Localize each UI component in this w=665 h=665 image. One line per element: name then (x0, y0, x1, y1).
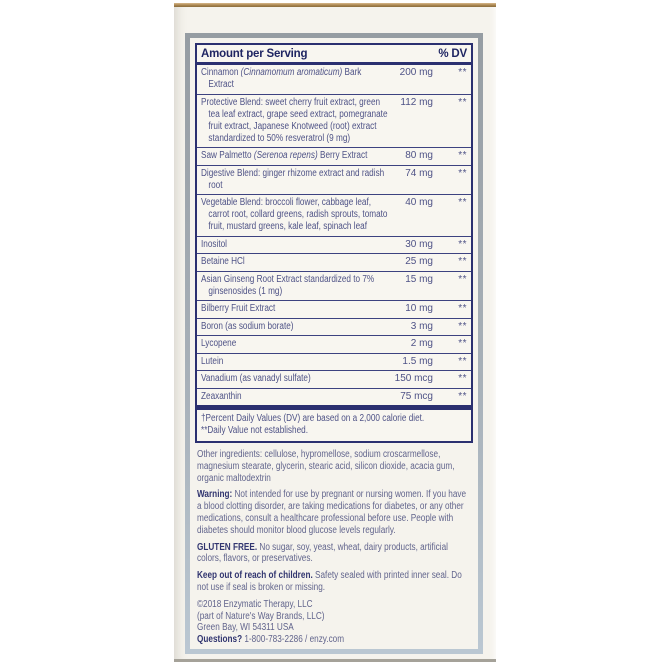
ingredient-amount: 15 mg (405, 273, 433, 285)
label-gray-frame (185, 33, 483, 654)
ingredient-amount: 200 mg (399, 67, 433, 78)
contact-info: 1-800-783-2286 / enzy.com (242, 634, 345, 646)
ingredient-dv: ** (458, 96, 467, 108)
ingredient-amount: 10 mg (405, 303, 433, 314)
table-row (197, 353, 471, 371)
ingredient-name: Betaine HCl (201, 256, 245, 267)
ingredient-dv: ** (458, 197, 467, 208)
ingredient-name: Saw Palmetto (Serenoa repens) Berry Extract (201, 150, 368, 161)
ingredient-name: Inositol (201, 238, 227, 250)
ingredient-amount: 30 mg (405, 238, 433, 250)
ingredient-name: Bilberry Fruit Extract (201, 303, 276, 314)
ingredient-name: Lutein (201, 355, 224, 367)
ingredient-dv: ** (458, 273, 467, 285)
ingredient-amount: 150 mcg (394, 373, 433, 384)
ingredient-name: Vegetable Blend: broccoli flower, cabbage leaf, carrot root, collard greens, radish sprouts, tomato fruit, mustard greens, kale leaf, spinach leaf (201, 197, 388, 232)
ingredient-dv: ** (458, 256, 467, 267)
facts-rows (197, 65, 471, 405)
label-paragraph: Keep out of reach of children. Safety sealed with printed inner seal. Do not use if seal is broken or missing. (197, 570, 462, 593)
address-line: Green Bay, WI 54311 USA (197, 622, 294, 634)
table-row (197, 65, 471, 94)
ingredient-dv: ** (458, 320, 467, 332)
ingredient-dv: ** (458, 303, 467, 314)
table-row (197, 388, 471, 406)
table-row (197, 253, 471, 271)
label-paragraph: Warning: Not intended for use by pregnant or nursing women. If you have a blood clotting disorder, are taking medications for diabetes, or any other medications, consult a healthcare professional before use. People with diabetes should monitor blood glucose levels regularly. (197, 489, 467, 536)
ingredient-dv: ** (458, 67, 467, 78)
ingredient-name: Asian Ginseng Root Extract standardized to 7% ginsenosides (1 mg) (201, 273, 375, 297)
footnote-daily-values: †Percent Daily Values (DV) are based on a 2,000 calorie diet. (201, 413, 425, 424)
ingredient-name: Lycopene (201, 338, 237, 349)
ingredient-name: Digestive Blend: ginger rhizome extract and radish root (201, 167, 385, 191)
ingredient-amount: 25 mg (405, 256, 433, 267)
label-text-sections (197, 449, 471, 594)
ingredient-dv: ** (458, 390, 467, 402)
ingredient-name: Protective Blend: sweet cherry fruit extract, green tea leaf extract, grape seed extract, pomegranate fruit extract, Japanese Knotweed (root) extract standardized to 50% resveratrol (9 mg) (201, 96, 388, 144)
table-row (197, 271, 471, 301)
ingredient-dv: ** (458, 150, 467, 161)
ingredient-amount: 112 mg (400, 96, 433, 108)
table-row (197, 318, 471, 336)
ingredient-name: Zeaxanthin (201, 390, 242, 402)
ingredient-dv: ** (458, 355, 467, 367)
table-row (197, 370, 471, 388)
ingredient-name: Boron (as sodium borate) (201, 320, 294, 332)
label-paragraph: Other ingredients: cellulose, hypromellose, sodium croscarmellose, magnesium stearate, glycerin, stearic acid, silicon dioxide, acacia gum, organic maltodextrin (197, 449, 455, 484)
table-row (197, 300, 471, 318)
ingredient-dv: ** (458, 238, 467, 250)
parent-company-line: (part of Nature's Way Brands, LLC) (197, 610, 325, 622)
ingredient-amount: 74 mg (405, 167, 433, 179)
ingredient-dv: ** (458, 373, 467, 384)
ingredient-amount: 40 mg (405, 197, 433, 208)
paragraph-lead: GLUTEN FREE. (197, 541, 258, 553)
questions-line (197, 634, 471, 646)
table-footnotes (197, 410, 471, 441)
label-paragraph: GLUTEN FREE. No sugar, soy, yeast, wheat, dairy products, artificial colors, flavors, or preservatives. (197, 541, 448, 565)
table-row (197, 165, 471, 195)
package-bottom-edge (174, 659, 496, 662)
footnote-dv-not-established: **Daily Value not established. (201, 425, 308, 436)
percent-dv-heading: % DV (438, 48, 467, 60)
ingredient-amount: 1.5 mg (402, 355, 433, 367)
company-block (197, 599, 471, 646)
ingredient-name: Vanadium (as vanadyl sulfate) (201, 373, 311, 384)
ingredient-dv: ** (458, 167, 467, 179)
supplement-facts-table (195, 43, 473, 443)
paragraph-lead: Warning: (197, 489, 233, 501)
table-row (197, 194, 471, 236)
ingredient-amount: 80 mg (405, 150, 433, 161)
table-row (197, 236, 471, 254)
ingredient-amount: 2 mg (410, 338, 433, 349)
ingredient-dv: ** (458, 338, 467, 349)
amount-per-serving-heading: Amount per Serving (201, 48, 308, 60)
table-row (197, 147, 471, 165)
supplement-box-back-panel (174, 3, 496, 662)
copyright-line: ©2018 Enzymatic Therapy, LLC (197, 598, 313, 610)
table-row (197, 335, 471, 353)
ingredient-name: Cinnamon (Cinnamomum aromaticum) Bark Extract (201, 67, 362, 90)
questions-label: Questions? (197, 634, 243, 646)
label-content (190, 38, 478, 650)
ingredient-amount: 3 mg (410, 320, 433, 332)
ingredient-amount: 75 mcg (400, 390, 433, 402)
facts-header-row (197, 45, 471, 65)
package-top-edge (174, 3, 496, 7)
table-row (197, 94, 471, 148)
paragraph-lead: Keep out of reach of children. (197, 570, 313, 582)
